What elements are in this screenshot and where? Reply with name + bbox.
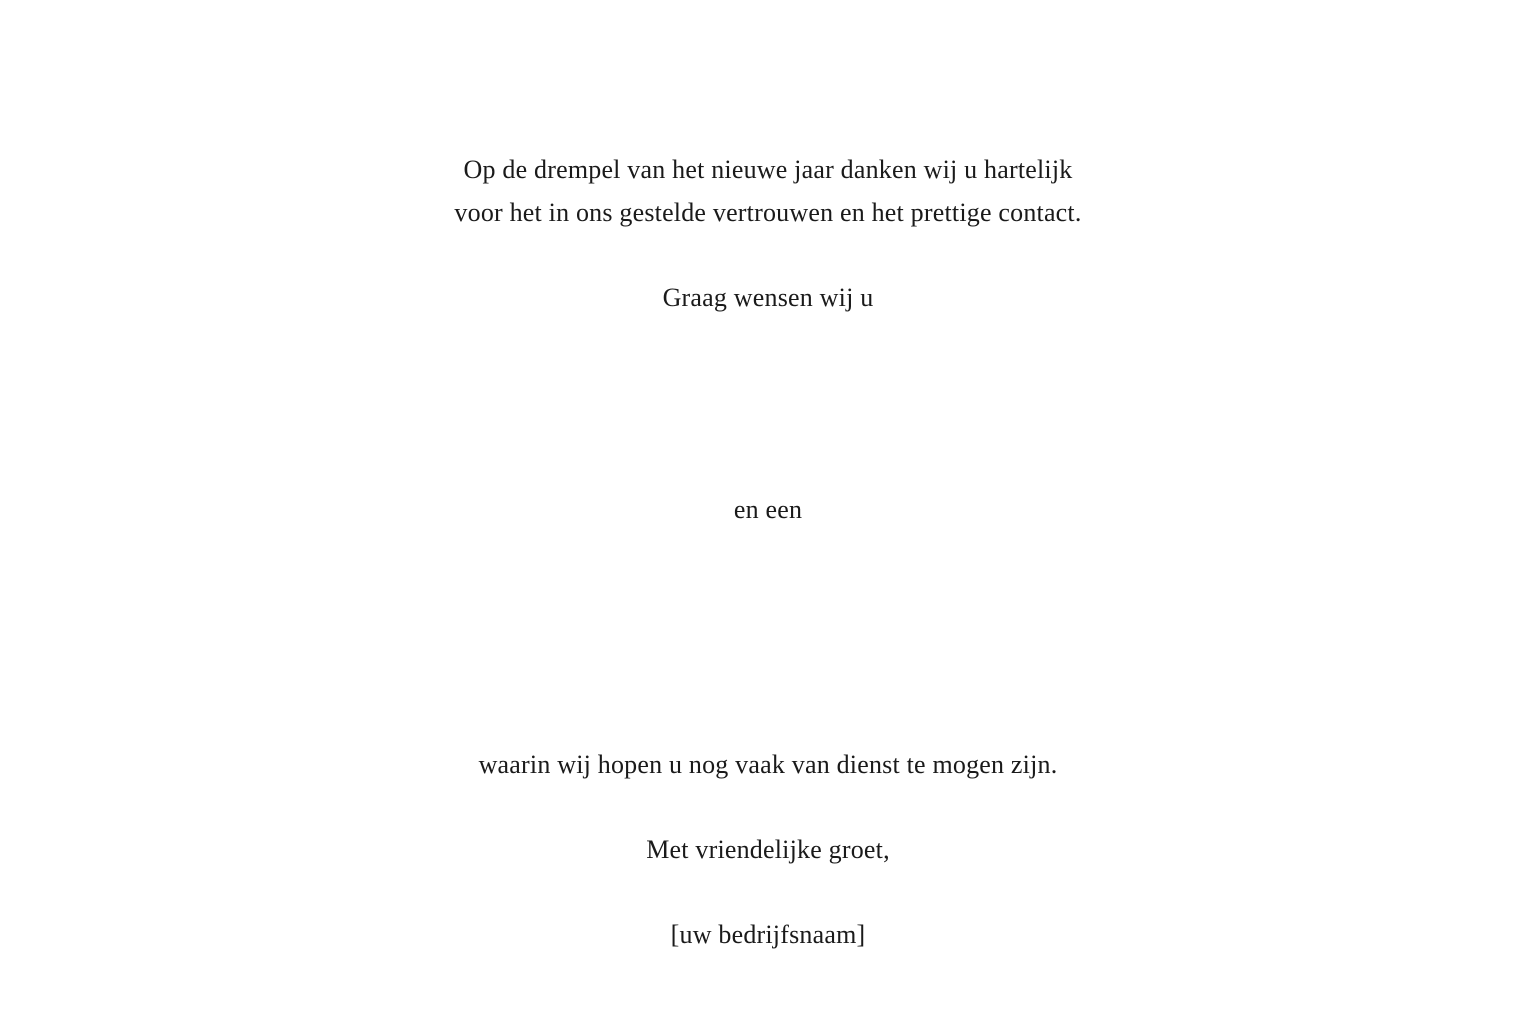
blank-space-before-company	[0, 872, 1536, 915]
company-name-placeholder: [uw bedrijfsnaam]	[670, 920, 866, 949]
intro-line-1: Op de drempel van het nieuwe jaar danken wij u hartelijk	[463, 155, 1073, 184]
blank-space-wish-slot-2	[0, 532, 1536, 745]
blank-space-before-signoff	[0, 787, 1536, 830]
blank-space-after-intro	[0, 234, 1536, 277]
blank-space-wish-slot-1	[0, 319, 1536, 489]
intro-line-2: voor het in ons gestelde vertrouwen en het prettige contact.	[454, 197, 1082, 227]
signoff-line: Met vriendelijke groet,	[646, 835, 890, 864]
wish-connector-line: en een	[733, 495, 803, 524]
wish-lead-line: Graag wensen wij u	[662, 282, 874, 312]
closing-line: waarin wij hopen u nog vaak van dienst te mogen zijn.	[478, 750, 1058, 779]
